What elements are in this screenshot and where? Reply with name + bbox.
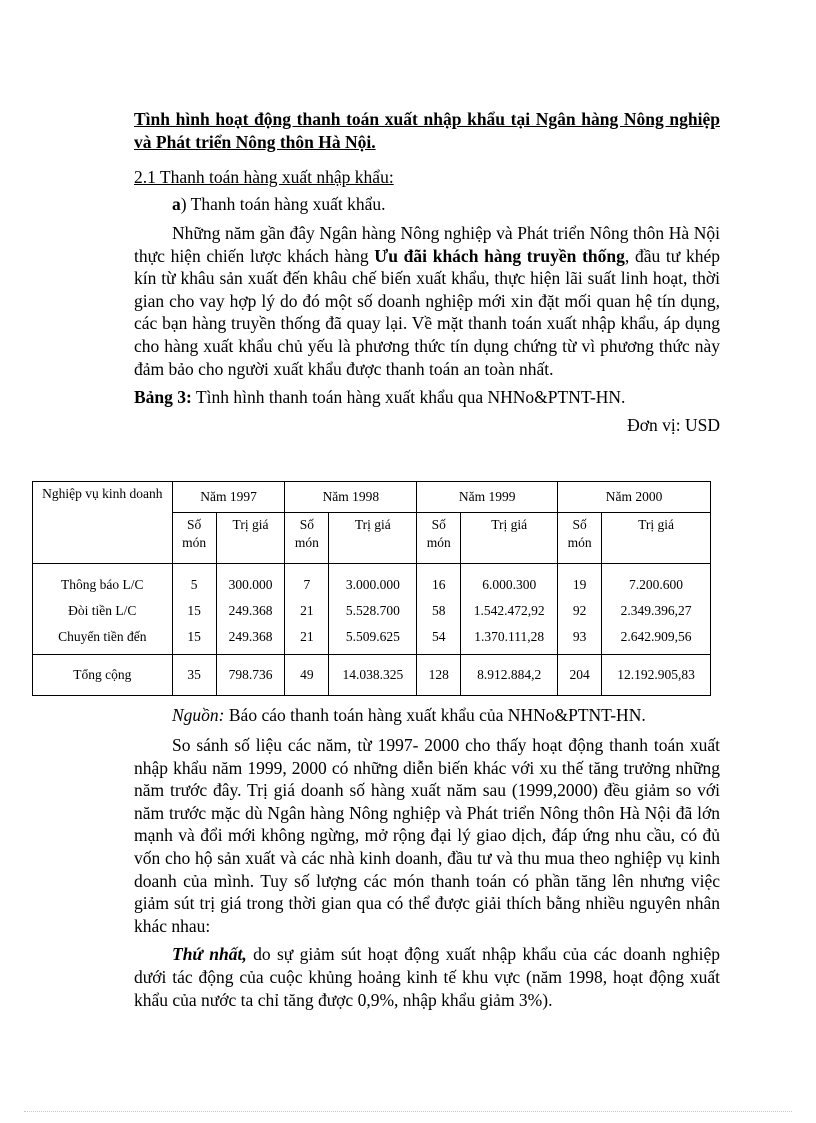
value-header: Trị giá xyxy=(602,513,711,564)
paragraph-1 xyxy=(134,222,720,380)
cell-value: 54 xyxy=(432,629,446,644)
table-caption xyxy=(134,386,720,408)
cell-value: 300.000 xyxy=(228,577,273,592)
row-label: Đòi tiền L/C xyxy=(68,603,137,618)
value-header: Trị giá xyxy=(329,513,417,564)
cell-value: 16 xyxy=(432,577,446,592)
value-header: Trị giá xyxy=(216,513,285,564)
table-cell xyxy=(172,564,216,655)
paragraph-2: So sánh số liệu các năm, từ 1997- 2000 cho thấy hoạt động thanh toán xuất nhập khẩu năm 1999, 2000 có những diễn biến khác với xu thế tăng trưởng những năm trước đây. Trị giá doanh số hàng xuất năm sau (1999,2000) đều giảm so với năm trước mặc dù Ngân hàng Nông nghiệp và Phát triển Nông thôn Hà Nội đã lớn mạnh và đổi mới không ngừng, mở rộng đại lý giao dịch, đáp ứng nhu cầu, có đủ vốn cho hộ sản xuất và các nhà kinh doanh, đầu tư và thu mua theo nghiệp vụ kinh doanh của mình. Tuy số lượng các món thanh toán có phần tăng lên nhưng việc giảm sút trị giá trong thời gian qua có thể được giải thích bằng nhiều nguyên nhân khác nhau: xyxy=(134,735,720,936)
value-header: Trị giá xyxy=(461,513,558,564)
table-body-row xyxy=(33,564,711,655)
table-caption-label: Bảng 3: xyxy=(134,387,192,408)
row-label: Thông báo L/C xyxy=(61,577,144,592)
cell-value: 5.528.700 xyxy=(345,603,400,618)
cell-value: 1.370.111,28 xyxy=(474,629,545,644)
table-cell xyxy=(558,564,602,655)
row-labels-cell xyxy=(33,564,173,655)
table-cell xyxy=(329,564,417,655)
document-page xyxy=(134,108,720,442)
count-header: Số món xyxy=(417,513,461,564)
total-cell: 49 xyxy=(285,655,329,696)
year-header: Năm 1998 xyxy=(285,482,417,513)
total-cell: 12.192.905,83 xyxy=(602,655,711,696)
document-page-lower xyxy=(134,704,720,1017)
table-cell xyxy=(216,564,285,655)
table-header-row xyxy=(33,482,711,513)
cell-value: 19 xyxy=(572,577,587,592)
cell-value: 21 xyxy=(300,629,314,644)
cell-value: 2.349.396,27 xyxy=(620,603,692,618)
source-label: Nguồn: xyxy=(172,705,225,725)
cell-value: 15 xyxy=(187,603,201,618)
cell-value: 15 xyxy=(187,629,201,644)
year-header: Năm 1997 xyxy=(172,482,285,513)
table-cell xyxy=(285,564,329,655)
subsection-label: a xyxy=(172,194,181,214)
cell-value: 5.509.625 xyxy=(345,629,400,644)
cell-value: 5 xyxy=(190,577,198,592)
year-header: Năm 2000 xyxy=(558,482,711,513)
paragraph-3 xyxy=(134,943,720,1011)
document-title: Tình hình hoạt động thanh toán xuất nhập khẩu tại Ngân hàng Nông nghiệp và Phát triển Nông thôn Hà Nội. xyxy=(134,109,720,152)
count-header: Số món xyxy=(172,513,216,564)
cell-value: 3.000.000 xyxy=(345,577,400,592)
cell-value: 7.200.600 xyxy=(629,577,684,592)
count-header: Số món xyxy=(285,513,329,564)
table-cell xyxy=(602,564,711,655)
cell-value: 21 xyxy=(300,603,314,618)
paragraph-3-bold: Thứ nhất, xyxy=(172,944,247,965)
section-heading: 2.1 Thanh toán hàng xuất nhập khẩu: xyxy=(134,167,394,187)
cell-value: 2.642.909,56 xyxy=(620,629,692,644)
table-cell xyxy=(417,564,461,655)
unit-label: Đơn vị: USD xyxy=(627,415,720,436)
page-bottom-divider xyxy=(24,1111,792,1112)
subsection-heading xyxy=(172,193,720,216)
table-source xyxy=(172,704,720,726)
total-cell: 204 xyxy=(558,655,602,696)
paragraph-1-text-b: , đầu tư khép kín từ khâu sản xuất đến khâu chế biến xuất khẩu, thực hiện lãi suất linh hoạt, thời gian cho vay hợp lý do đó một số doanh nghiệp mới xin đặt mối quan hệ tín dụng, các bạn hàng truyền thống đã quay lại. Về mặt thanh toán xuất nhập khẩu, áp dụng cho hàng xuất khẩu chủ yếu là phương thức tín dụng chứng từ vì phương thức này đảm bảo cho người xuất khẩu được thanh toán an toàn nhất. xyxy=(134,245,720,379)
cell-value: 7 xyxy=(303,577,311,592)
cell-value: 249.368 xyxy=(228,629,273,644)
source-text: Báo cáo thanh toán hàng xuất khẩu của NHNo&PTNT-HN. xyxy=(224,705,646,725)
total-cell: 8.912.884,2 xyxy=(461,655,558,696)
paragraph-3-text: do sự giảm sút hoạt động xuất nhập khẩu của các doanh nghiệp dưới tác động của cuộc khủng hoảng kinh tế khu vực (năm 1998, hoạt động xuất khẩu của nước ta chỉ tăng được 0,9%, nhập khẩu giảm 3%). xyxy=(134,944,720,1010)
paragraph-1-text-a: Những năm gần đây Ngân hàng Nông nghiệp và Phát triển Nông thôn Hà Nội thực hiện chiến lược khách hàng xyxy=(134,223,720,266)
cell-value: 249.368 xyxy=(228,603,273,618)
total-cell: 798.736 xyxy=(216,655,285,696)
total-cell: 35 xyxy=(172,655,216,696)
count-header: Số món xyxy=(558,513,602,564)
table-total-row xyxy=(33,655,711,696)
table-caption-text: Tình hình thanh toán hàng xuất khẩu qua NHNo&PTNT-HN. xyxy=(191,387,626,408)
cell-value: 92 xyxy=(572,603,587,618)
cell-value: 1.542.472,92 xyxy=(473,603,545,618)
total-cell: 128 xyxy=(417,655,461,696)
row-label: Chuyển tiền đến xyxy=(58,629,147,644)
cell-value: 58 xyxy=(432,603,446,618)
total-cell: 14.038.325 xyxy=(329,655,417,696)
export-payment-table xyxy=(32,481,711,696)
table-corner-header: Nghiệp vụ kinh doanh xyxy=(33,482,173,564)
total-label: Tổng cộng xyxy=(33,655,173,696)
year-header: Năm 1999 xyxy=(417,482,558,513)
cell-value: 93 xyxy=(572,629,587,644)
paragraph-1-bold: Ưu đãi khách hàng truyền thống xyxy=(374,245,625,266)
cell-value: 6.000.300 xyxy=(482,577,537,592)
subsection-text: ) Thanh toán hàng xuất khẩu. xyxy=(180,194,386,214)
table-cell xyxy=(461,564,558,655)
